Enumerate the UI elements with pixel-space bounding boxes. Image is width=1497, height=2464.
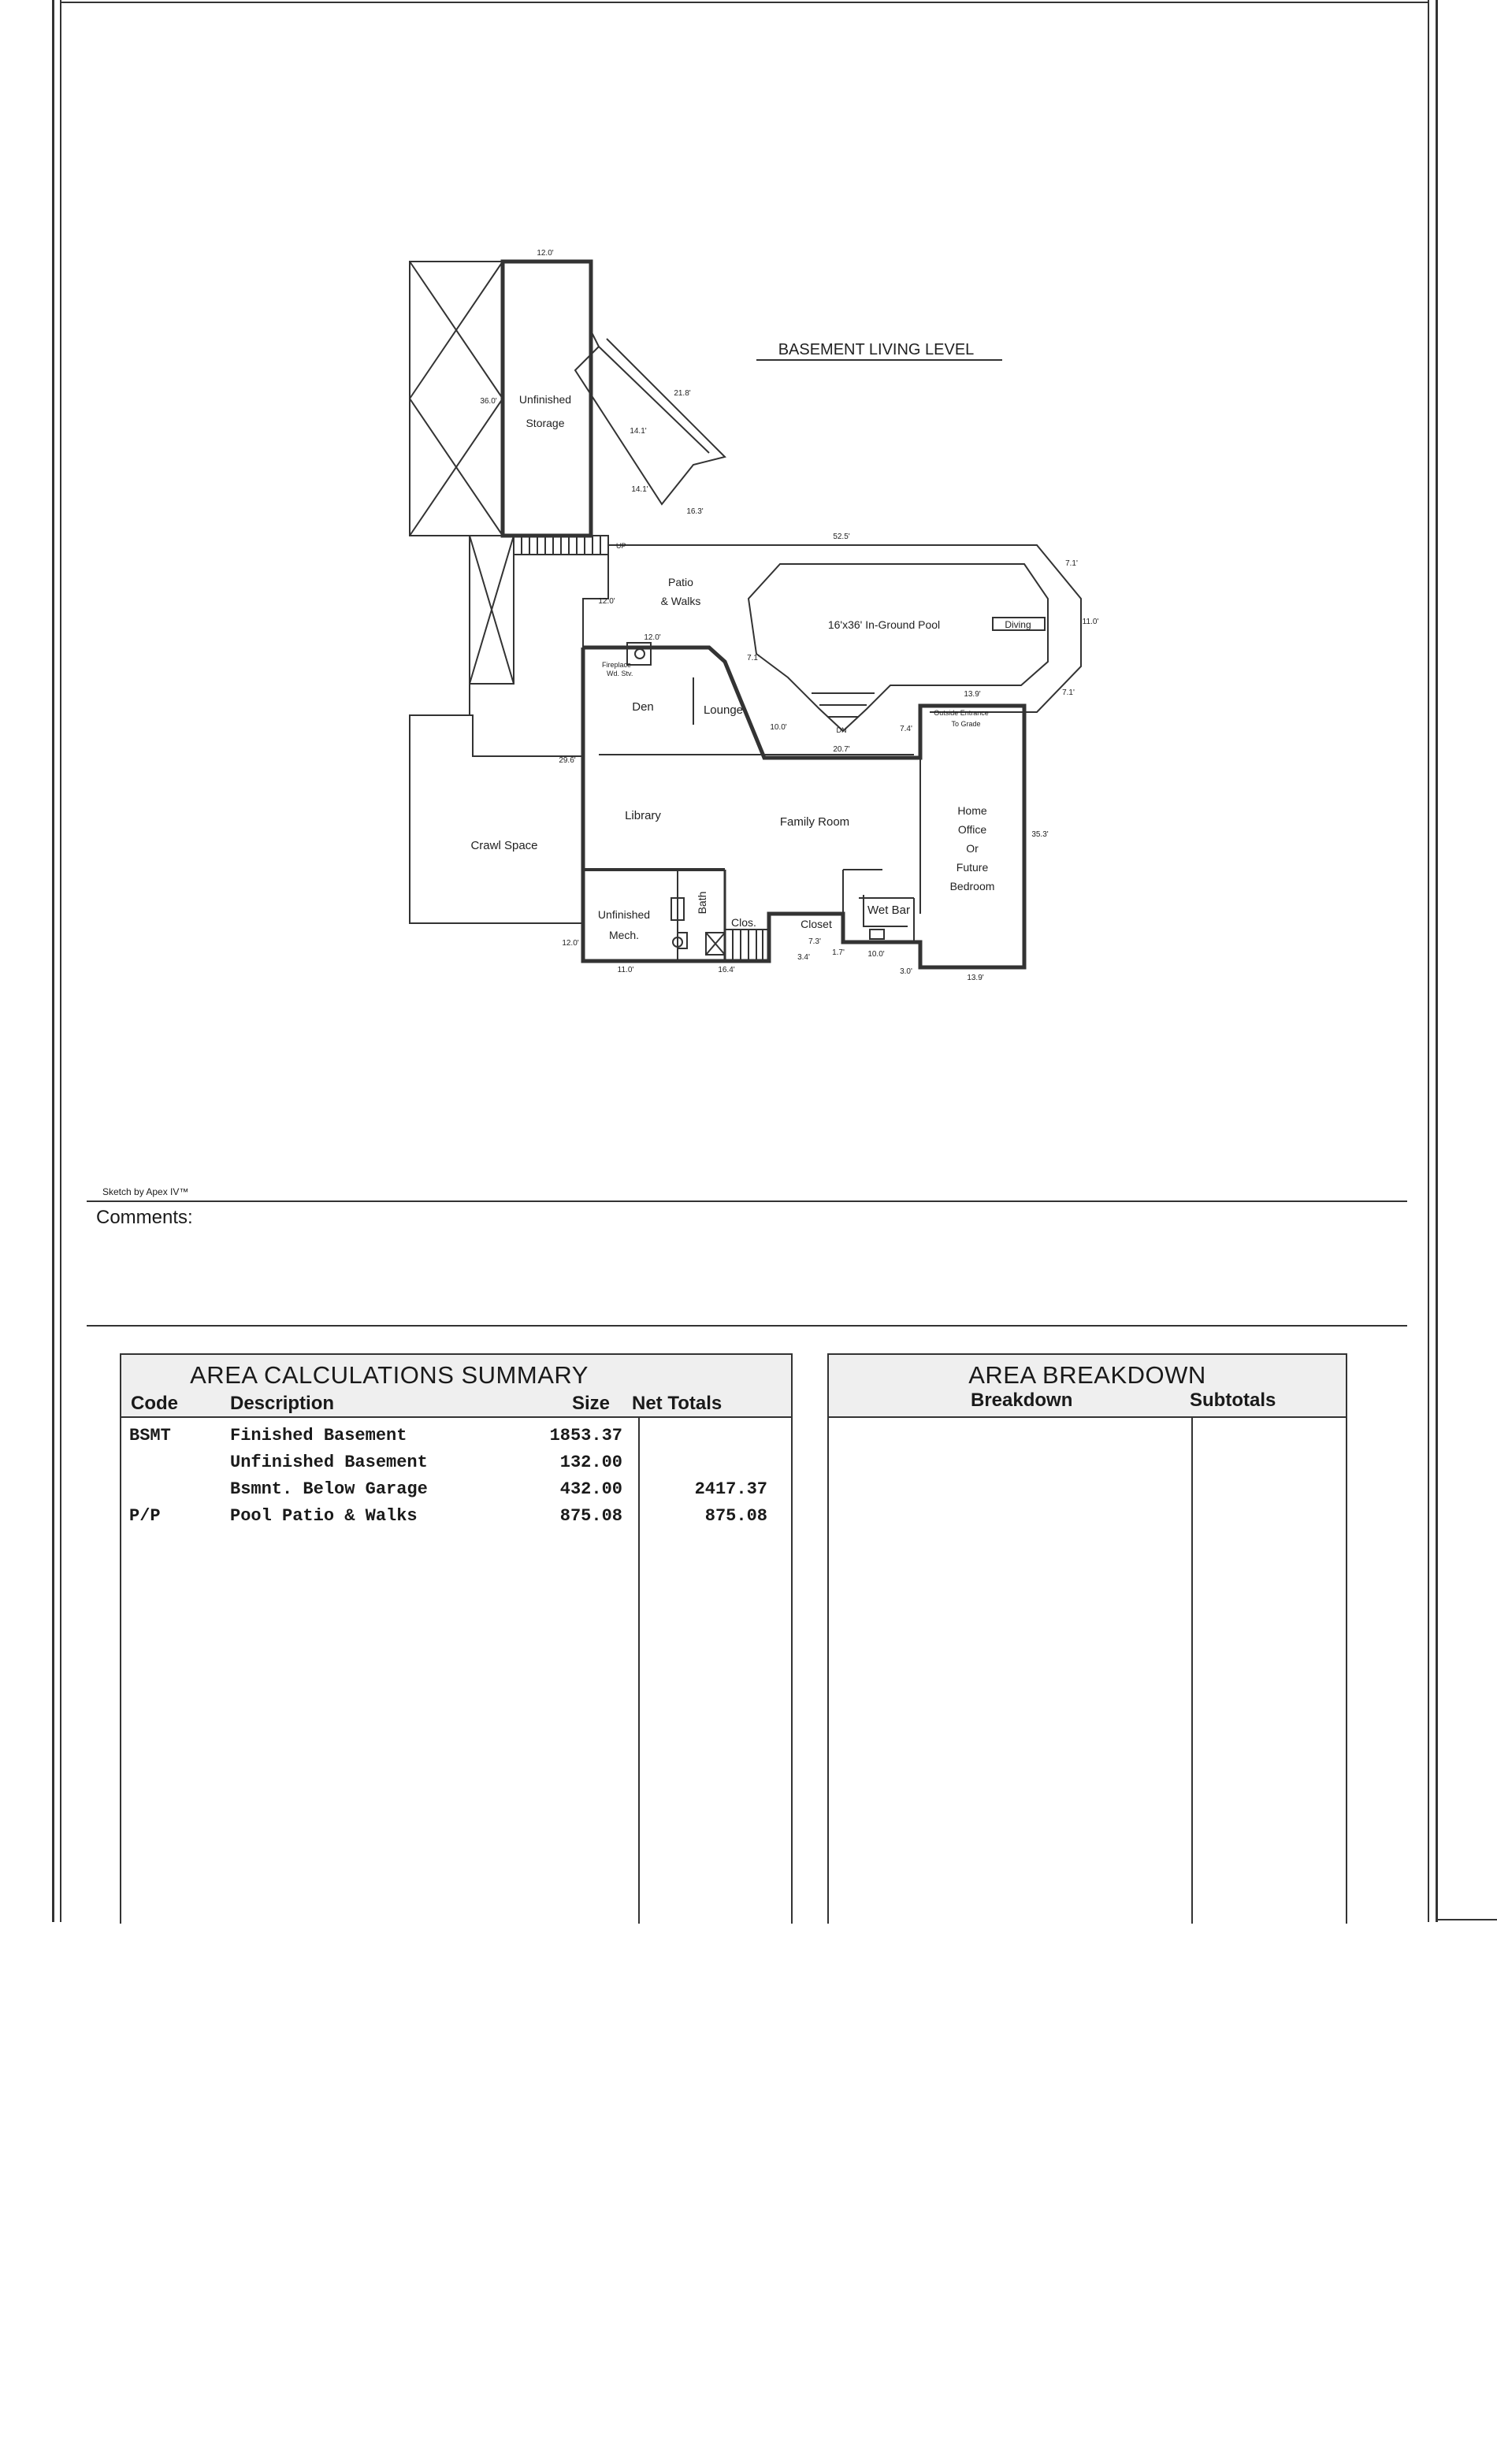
room-den: Den [632,700,654,714]
room-home-office-line4: Future [956,861,989,874]
crawl-space-outline [410,715,583,923]
dim-7-4: 7.4' [900,725,912,733]
dim-21-8: 21.8' [674,389,691,398]
room-outside-entrance-line1: Outside Entrance [934,709,989,717]
room-closet: Closet [801,918,832,930]
dim-35-3: 35.3' [1031,830,1049,839]
header-description: Description [230,1393,335,1414]
comments-top-rule [87,1200,1407,1202]
dim-7-3: 7.3' [808,937,821,946]
cell-net: 875.08 [704,1506,767,1526]
cell-description: Unfinished Basement [230,1453,428,1472]
frame-bottom-tail [1436,1919,1497,1920]
dim-3-0: 3.0' [900,967,912,976]
header-subtotals: Subtotals [1190,1390,1276,1411]
label-dn: DN [836,726,847,734]
cell-code: BSMT [129,1426,171,1445]
cell-net: 2417.37 [694,1479,767,1499]
dim-7-1a: 7.1' [1065,559,1078,568]
header-code: Code [131,1393,178,1414]
floor-plan-sketch [0,0,1497,1182]
room-home-office-line3: Or [966,842,979,855]
room-fireplace-line2: Wd. Stv. [607,670,633,677]
room-home-office-line1: Home [957,804,987,817]
cell-size: 1853.37 [549,1426,622,1445]
cell-size: 132.00 [559,1453,622,1472]
room-home-office-line5: Bedroom [949,880,995,892]
room-unfinished-storage-line1: Unfinished [518,393,572,406]
dim-29-6: 29.6' [559,756,576,765]
dim-16-4: 16.4' [718,966,735,974]
room-patio-line2: & Walks [660,595,701,607]
dim-10-0-pool: 10.0' [770,723,787,732]
dim-16-3: 16.3' [686,507,704,516]
dim-12-top: 12.0' [537,249,554,258]
area-breakdown-title: AREA BREAKDOWN [968,1361,1206,1389]
room-fireplace-line1: Fireplace [602,661,632,669]
sketch-credit: Sketch by Apex IV™ [102,1186,189,1197]
area-summary-panel [120,1353,793,1924]
room-lounge: Lounge [703,703,744,717]
dim-1-7: 1.7' [832,948,845,957]
net-totals-divider [638,1418,640,1924]
header-breakdown: Breakdown [971,1390,1073,1411]
dim-7-1c: 7.1' [747,654,760,662]
room-patio-line1: Patio [668,576,693,588]
cell-code: P/P [129,1506,161,1526]
dim-12-0-fire: 12.0' [644,633,661,642]
cell-size: 875.08 [559,1506,622,1526]
dim-36: 36.0' [480,397,497,406]
room-clos: Clos. [731,916,756,929]
area-summary-title: AREA CALCULATIONS SUMMARY [190,1361,589,1389]
dim-12-0-mech: 12.0' [562,939,579,948]
dim-20-7: 20.7' [833,745,850,754]
room-library: Library [625,809,661,822]
room-unfinished-storage-line2: Storage [526,417,565,429]
cell-size: 432.00 [559,1479,622,1499]
sketch-title: BASEMENT LIVING LEVEL [778,341,975,358]
subtotals-divider [1191,1418,1193,1924]
dim-13-9-top: 13.9' [964,690,981,699]
room-crawl-space: Crawl Space [470,839,538,852]
header-size: Size [572,1393,611,1414]
dim-14-1a: 14.1' [630,427,647,436]
room-home-office-line2: Office [957,823,987,836]
room-diving: Diving [1005,619,1031,630]
dim-3-4: 3.4' [797,953,810,962]
room-unfinished-mech-line1: Unfinished [597,908,651,921]
dim-10-0-bar: 10.0' [867,950,885,959]
room-unfinished-mech-line2: Mech. [608,929,640,941]
room-family-room: Family Room [779,815,850,829]
cell-description: Bsmnt. Below Garage [230,1479,428,1499]
room-bath: Bath [696,891,708,915]
dim-52-5: 52.5' [833,533,850,541]
comments-label: Comments: [96,1207,193,1228]
label-up: UP [616,542,626,550]
dim-11-0: 11.0' [1082,618,1099,626]
dim-14-1b: 14.1' [631,485,648,494]
cell-description: Pool Patio & Walks [230,1506,418,1526]
cell-description: Finished Basement [230,1426,407,1445]
dim-7-1b: 7.1' [1062,688,1075,697]
dim-13-9-bottom: 13.9' [967,974,984,982]
room-outside-entrance-line2: To Grade [951,720,981,728]
header-net-totals: Net Totals [632,1393,722,1414]
room-pool: 16'x36' In-Ground Pool [827,618,941,631]
comments-bottom-rule [87,1325,1407,1327]
room-wet-bar: Wet Bar [867,904,910,917]
dim-11-0-bottom: 11.0' [617,966,634,974]
area-breakdown-panel [827,1353,1347,1924]
dim-12-0-patio: 12.0' [598,597,615,606]
